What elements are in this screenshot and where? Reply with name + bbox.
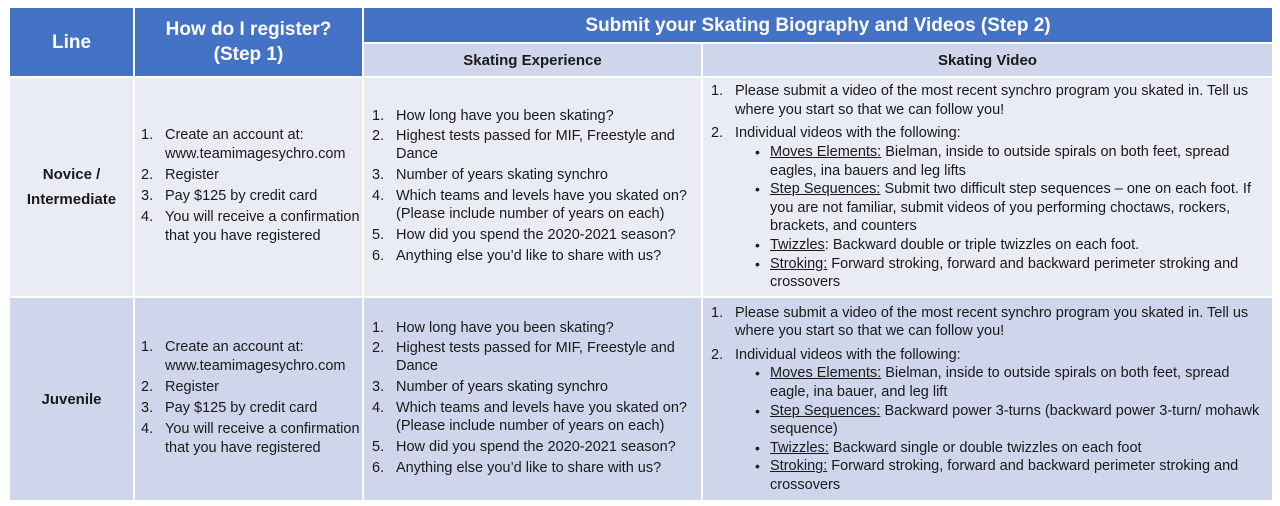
line-cell: [9, 77, 134, 297]
list-item: 1. Create an account at: www.teamimagesychro.com: [141, 127, 346, 162]
list-item: 3. Pay $125 by credit card: [141, 188, 318, 204]
video-cell: [702, 77, 1273, 297]
table-row-juvenile: [9, 297, 1273, 501]
line-name: Novice / Intermediate: [26, 166, 117, 208]
list-item: 1. Please submit a video of the most recent synchro program you skated in. Tell us where you start so that we can follow you!: [711, 304, 1249, 340]
list-item: 2. Individual videos with the following: • Moves Elements: Bielman, inside to outside spirals on both feet, spread eagle, ina bauer, and leg lift • Step Sequences: Backward power 3-turns (backward power 3-turn/ mohawk sequence) • Twizzles: Backward single or double twizzles on each foot • Stroking: Forward stroking, forward and backward perimeter stroking and crossovers: [703, 346, 1272, 495]
list-item: 4. You will receive a confirmation that you have registered: [141, 209, 360, 244]
list-item: 2. Register: [141, 379, 219, 395]
list-item: 1. Create an account at: www.teamimagesychro.com: [141, 339, 346, 374]
registration-table-wrapper: [8, 6, 1272, 502]
list-item: 3. Number of years skating synchro: [372, 167, 608, 184]
video-element-list: [735, 364, 1272, 494]
header-experience: Skating Experience: [363, 43, 702, 77]
list-item: 2. Highest tests passed for MIF, Freestyle and Dance: [372, 128, 675, 163]
header-submit: Submit your Skating Biography and Videos (Step 2): [363, 7, 1273, 43]
register-steps: [135, 126, 362, 246]
list-item: 2. Individual videos with the following: • Moves Elements: Bielman, inside to outside spirals on both feet, spread eagles, ina bauers and leg lifts • Step Sequences: Submit two difficult step sequences – one on each foot. If you are not familiar, submit videos of you performing choctaws, rockers, brackets, and counters • Twizzles: Backward double or triple twizzles on each foot. • Stroking: Forward stroking, forward and backward perimeter stroking and crossovers: [703, 124, 1272, 291]
bullet-item: • Moves Elements: Bielman, inside to outside spirals on both feet, spread eagle, ina bauer, and leg lift: [755, 365, 1230, 400]
list-item: 6. Anything else you’d like to share with us?: [372, 459, 662, 476]
register-cell: [134, 77, 363, 297]
list-item: 5. How did you spend the 2020-2021 season?: [372, 438, 676, 455]
bullet-item: • Stroking: Forward stroking, forward and backward perimeter stroking and crossovers: [755, 458, 1239, 493]
header-line: Line: [9, 7, 134, 77]
register-steps: [135, 338, 362, 458]
list-item: 1. Please submit a video of the most recent synchro program you skated in. Tell us where you start so that we can follow you!: [711, 83, 1249, 118]
video-requirements: [703, 304, 1272, 495]
list-item: 4. Which teams and levels have you skated on? (Please include number of years on each): [372, 400, 687, 434]
experience-questions: [364, 319, 701, 477]
registration-table: [8, 6, 1274, 502]
bullet-item: • Stroking: Forward stroking, forward and backward perimeter stroking and crossovers: [755, 255, 1239, 291]
list-item: 3. Number of years skating synchro: [372, 379, 608, 396]
list-item: 1. How long have you been skating?: [372, 319, 614, 336]
video-requirements: [703, 82, 1272, 292]
list-item: 4. Which teams and levels have you skated on? (Please include number of years on each): [372, 188, 687, 222]
list-item: 2. Highest tests passed for MIF, Freestyle and Dance: [372, 340, 675, 375]
list-item: 1. How long have you been skating?: [372, 107, 614, 124]
line-cell: [9, 297, 134, 501]
experience-cell: [363, 297, 702, 501]
register-cell: [134, 297, 363, 501]
line-name: Juvenile: [41, 390, 102, 408]
video-element-list: [735, 143, 1272, 292]
experience-cell: [363, 77, 702, 297]
list-item: 4. You will receive a confirmation that you have registered: [141, 421, 360, 456]
list-item: 5. How did you spend the 2020-2021 season?: [372, 226, 676, 243]
video-cell: [702, 297, 1273, 501]
bullet-item: • Moves Elements: Bielman, inside to outside spirals on both feet, spread eagles, ina bauers and leg lifts: [755, 144, 1230, 179]
list-item: 3. Pay $125 by credit card: [141, 400, 318, 416]
list-item: 6. Anything else you’d like to share with us?: [372, 247, 662, 264]
bullet-item: • Step Sequences: Backward power 3-turns (backward power 3-turn/ mohawk sequence): [755, 402, 1260, 438]
header-video: Skating Video: [702, 43, 1273, 77]
experience-questions: [364, 107, 701, 265]
list-item: 2. Register: [141, 167, 219, 183]
bullet-item: • Twizzles: Backward single or double twizzles on each foot: [755, 439, 1142, 456]
table-row-novice: [9, 77, 1273, 297]
header-register: How do I register? (Step 1): [134, 7, 363, 77]
bullet-item: • Twizzles: Backward double or triple twizzles on each foot.: [755, 236, 1140, 253]
bullet-item: • Step Sequences: Submit two difficult step sequences – one on each foot. If you are not familiar, submit videos of you performing choctaws, rockers, brackets, and counters: [755, 181, 1251, 235]
